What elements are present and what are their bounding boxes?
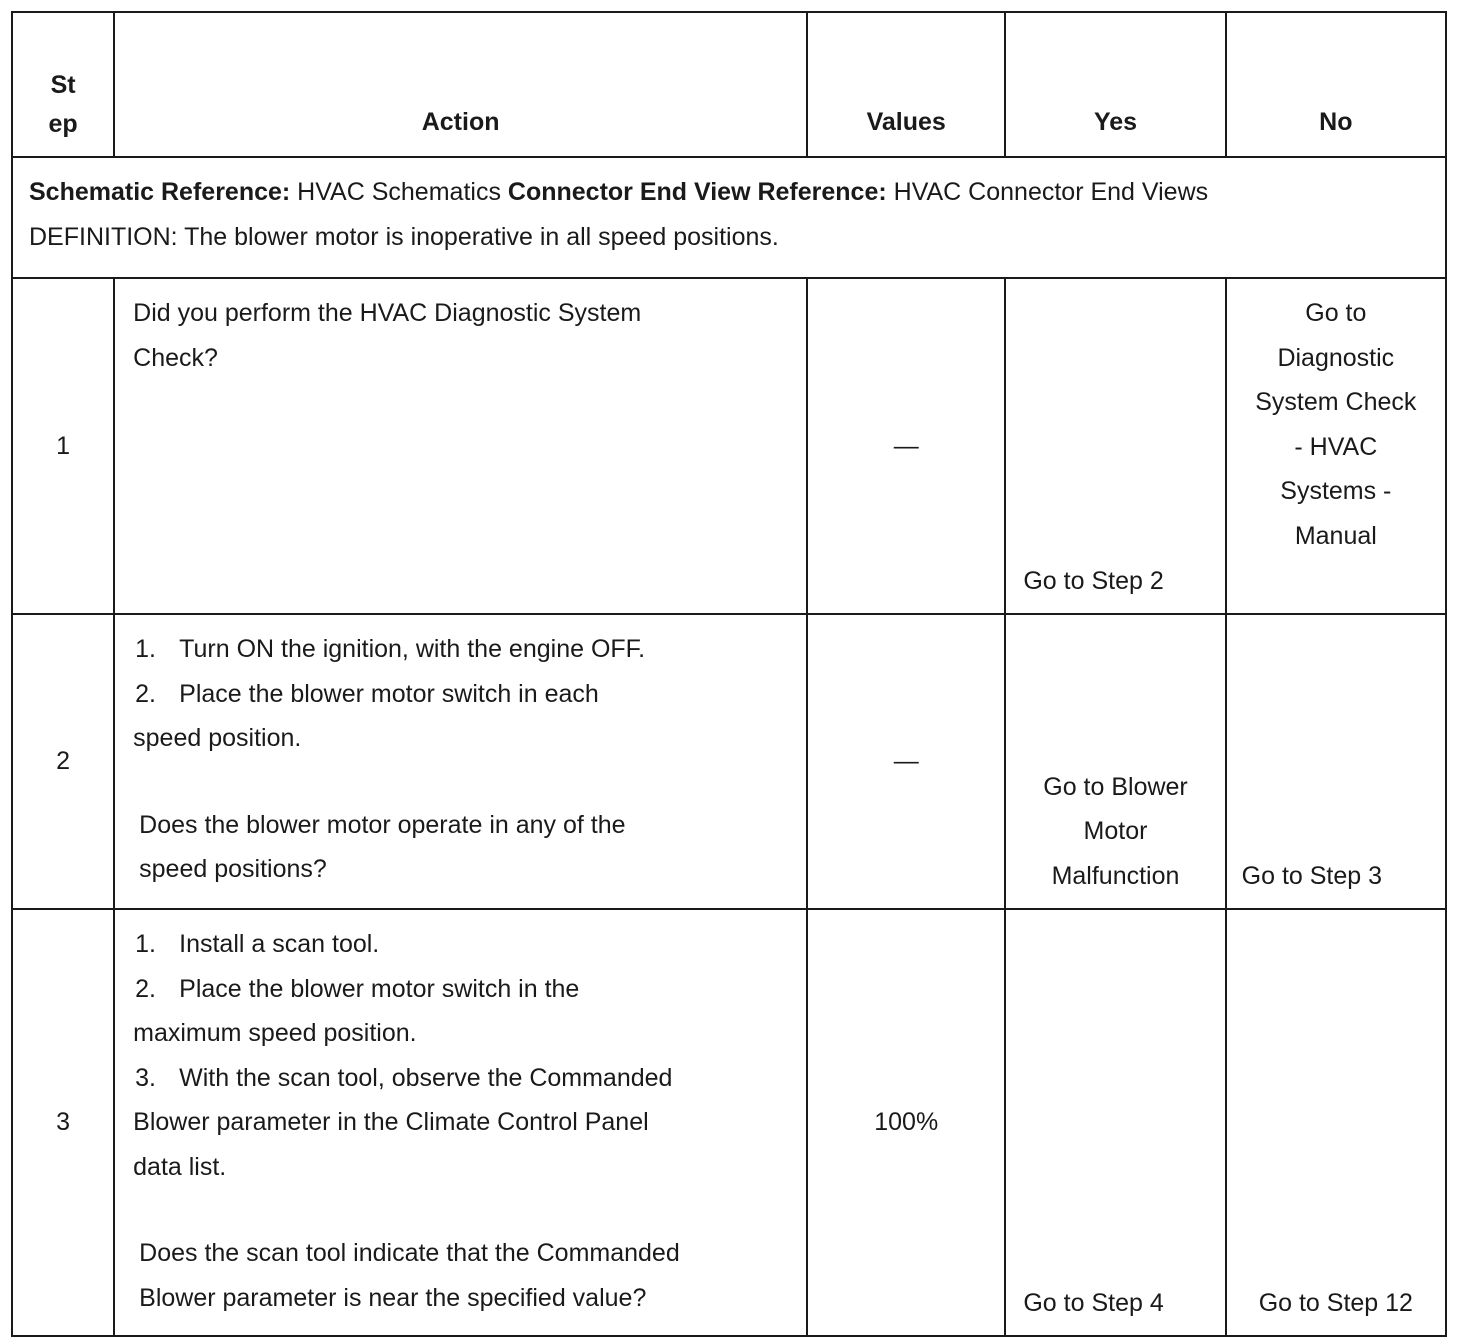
diagnostic-table [11,11,1447,1337]
step-number: 3 [12,909,114,1336]
header-row [12,12,1446,157]
no-cell: Go to Step 3 [1226,614,1446,909]
yes-cell: Go to Step 2 [1005,278,1225,614]
step-row-2 [12,614,1446,909]
reference-row [12,157,1446,278]
action-item: 1. Turn ON the ignition, with the engine OFF. [135,635,646,663]
connector-reference-label: Connector End View Reference: [507,178,887,206]
action-text [114,909,807,1336]
yes-cell: Go to Step 4 [1005,909,1225,1336]
action-text [114,278,807,614]
action-item: 1. Install a scan tool. [135,930,380,958]
step-row-3 [12,909,1446,1336]
header-step-part-2: ep [48,110,78,138]
no-cell: Go to Step 12 [1226,909,1446,1336]
step-row-1 [12,278,1446,614]
value-cell: 100% [807,909,1005,1336]
action-item: 2. Place the blower motor switch in each speed position. [133,679,599,752]
header-values: Values [807,12,1005,157]
header-yes: Yes [1005,12,1225,157]
value-cell: — [807,614,1005,909]
schematic-reference-label: Schematic Reference: [29,178,291,206]
value-cell: — [807,278,1005,614]
header-step [12,12,114,157]
schematic-reference-value: HVAC Schematics [290,178,508,206]
action-text [114,614,807,909]
step-number: 1 [12,278,114,614]
action-item: 2. Place the blower motor switch in the maximum speed position. [133,974,580,1047]
step-number: 2 [12,614,114,909]
header-action: Action [114,12,807,157]
reference-cell [12,157,1446,278]
yes-cell: Go to Blower Motor Malfunction [1005,614,1225,909]
no-cell: Go to Diagnostic System Check - HVAC Systems - Manual [1226,278,1446,614]
action-question: Does the scan tool indicate that the Commanded Blower parameter is near the specified value? [139,1239,680,1312]
definition-text: DEFINITION: The blower motor is inoperative in all speed positions. [29,222,779,251]
header-no: No [1226,12,1446,157]
action-item: 3. With the scan tool, observe the Commanded Blower parameter in the Climate Control Panel data list. [133,1063,673,1181]
connector-reference-value: HVAC Connector End Views [886,178,1209,206]
action-question: Does the blower motor operate in any of the speed positions? [139,810,626,883]
header-step-part-1: St [50,71,76,99]
action-question: Did you perform the HVAC Diagnostic System Check? [133,299,642,372]
